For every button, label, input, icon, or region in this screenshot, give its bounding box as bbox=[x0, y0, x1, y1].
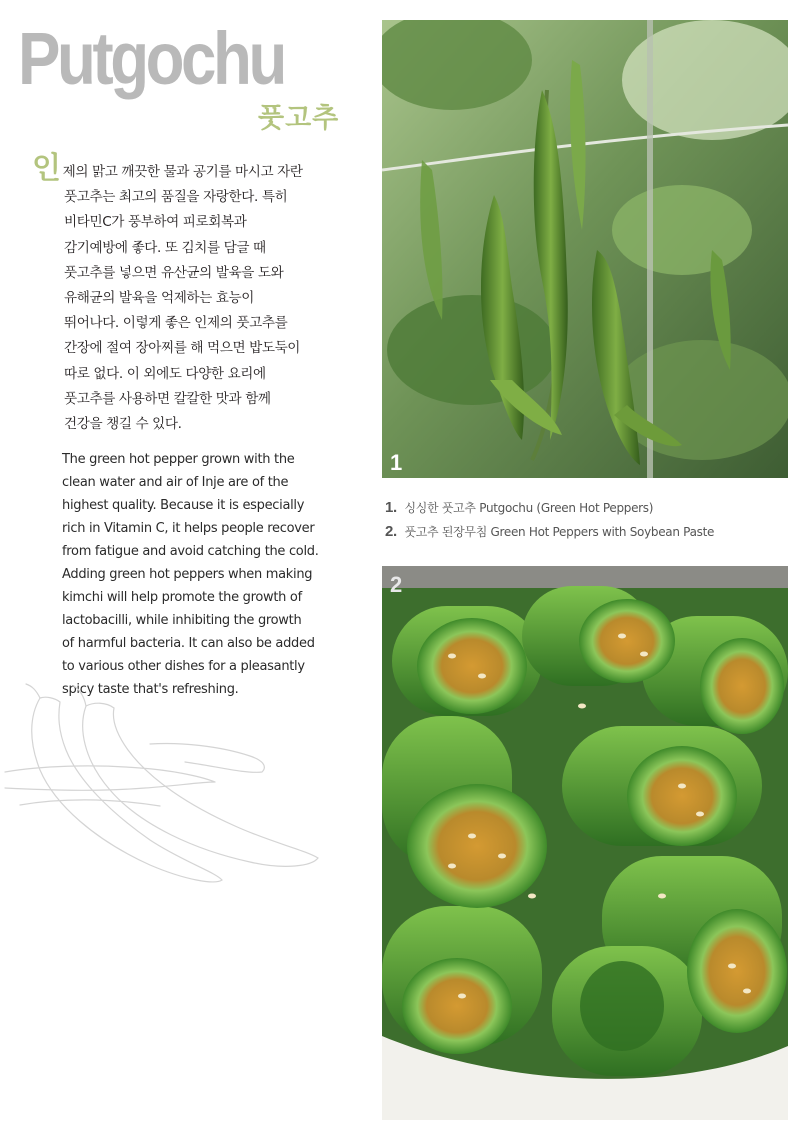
photo-number-1: 1 bbox=[390, 450, 403, 475]
caption-number: 2. bbox=[385, 523, 397, 540]
caption-row bbox=[385, 496, 714, 520]
english-text-line: to various other dishes for a pleasantly bbox=[62, 659, 305, 674]
korean-text-line: 풋고추를 사용하면 칼칼한 맛과 함께 bbox=[64, 390, 271, 407]
english-text-line: spicy taste that's refreshing. bbox=[62, 682, 239, 697]
pepper-sketch-illustration bbox=[0, 680, 340, 910]
english-text-line: of harmful bacteria. It can also be added bbox=[62, 636, 315, 651]
caption-text: 싱싱한 풋고추 Putgochu (Green Hot Peppers) bbox=[404, 501, 654, 515]
page-subtitle-korean: 풋고추 bbox=[258, 103, 340, 134]
korean-text-line: 유해균의 발육을 억제하는 효능이 bbox=[64, 290, 255, 307]
korean-text-line: 감기예방에 좋다. 또 김치를 담글 때 bbox=[64, 239, 266, 256]
dropcap-letter: 인 bbox=[32, 151, 61, 186]
korean-body-text bbox=[32, 151, 362, 437]
caption-row bbox=[385, 520, 714, 544]
english-text-line: The green hot pepper grown with the bbox=[62, 452, 295, 467]
korean-text-line: 풋고추는 최고의 품질을 자랑한다. 특히 bbox=[64, 189, 288, 206]
english-text-line: lactobacilli, while inhibiting the growth bbox=[62, 613, 302, 628]
korean-text-line: 따로 없다. 이 외에도 다양한 요리에 bbox=[64, 365, 266, 382]
pepper-plant-image bbox=[382, 20, 788, 478]
korean-text-line: 제의 맑고 깨끗한 물과 공기를 마시고 자란 bbox=[62, 164, 303, 180]
english-text-line: kimchi will help promote the growth of bbox=[62, 590, 302, 605]
photo-number-2: 2 bbox=[390, 572, 403, 597]
english-text-line: from fatigue and avoid catching the cold. bbox=[62, 544, 319, 559]
caption-number: 1. bbox=[385, 499, 397, 516]
page-title: Putgochu bbox=[18, 17, 284, 100]
caption-text: 풋고추 된장무침 Green Hot Peppers with Soybean Paste bbox=[404, 525, 715, 539]
korean-text-line: 뛰어나다. 이렇게 좋은 인제의 풋고추를 bbox=[64, 315, 288, 332]
english-text-line: rich in Vitamin C, it helps people recover bbox=[62, 521, 315, 536]
english-text-line: Adding green hot peppers when making bbox=[62, 567, 313, 582]
korean-text-line: 간장에 절여 장아찌를 해 먹으면 밥도둑이 bbox=[64, 340, 301, 357]
korean-text-line: 비타민C가 풍부하여 피로회복과 bbox=[64, 214, 247, 231]
korean-text-line: 풋고추를 넣으면 유산균의 발육을 도와 bbox=[64, 264, 284, 281]
pepper-dish-image bbox=[382, 566, 788, 1120]
photo-peppers-soybean-paste bbox=[382, 566, 788, 1120]
photo-captions bbox=[385, 496, 714, 544]
photo-peppers-on-plant bbox=[382, 20, 788, 478]
english-text-line: clean water and air of Inje are of the bbox=[62, 475, 289, 490]
english-text-line: highest quality. Because it is especially bbox=[62, 498, 305, 513]
english-body-text bbox=[62, 448, 362, 701]
korean-text-line: 건강을 챙길 수 있다. bbox=[64, 416, 182, 433]
